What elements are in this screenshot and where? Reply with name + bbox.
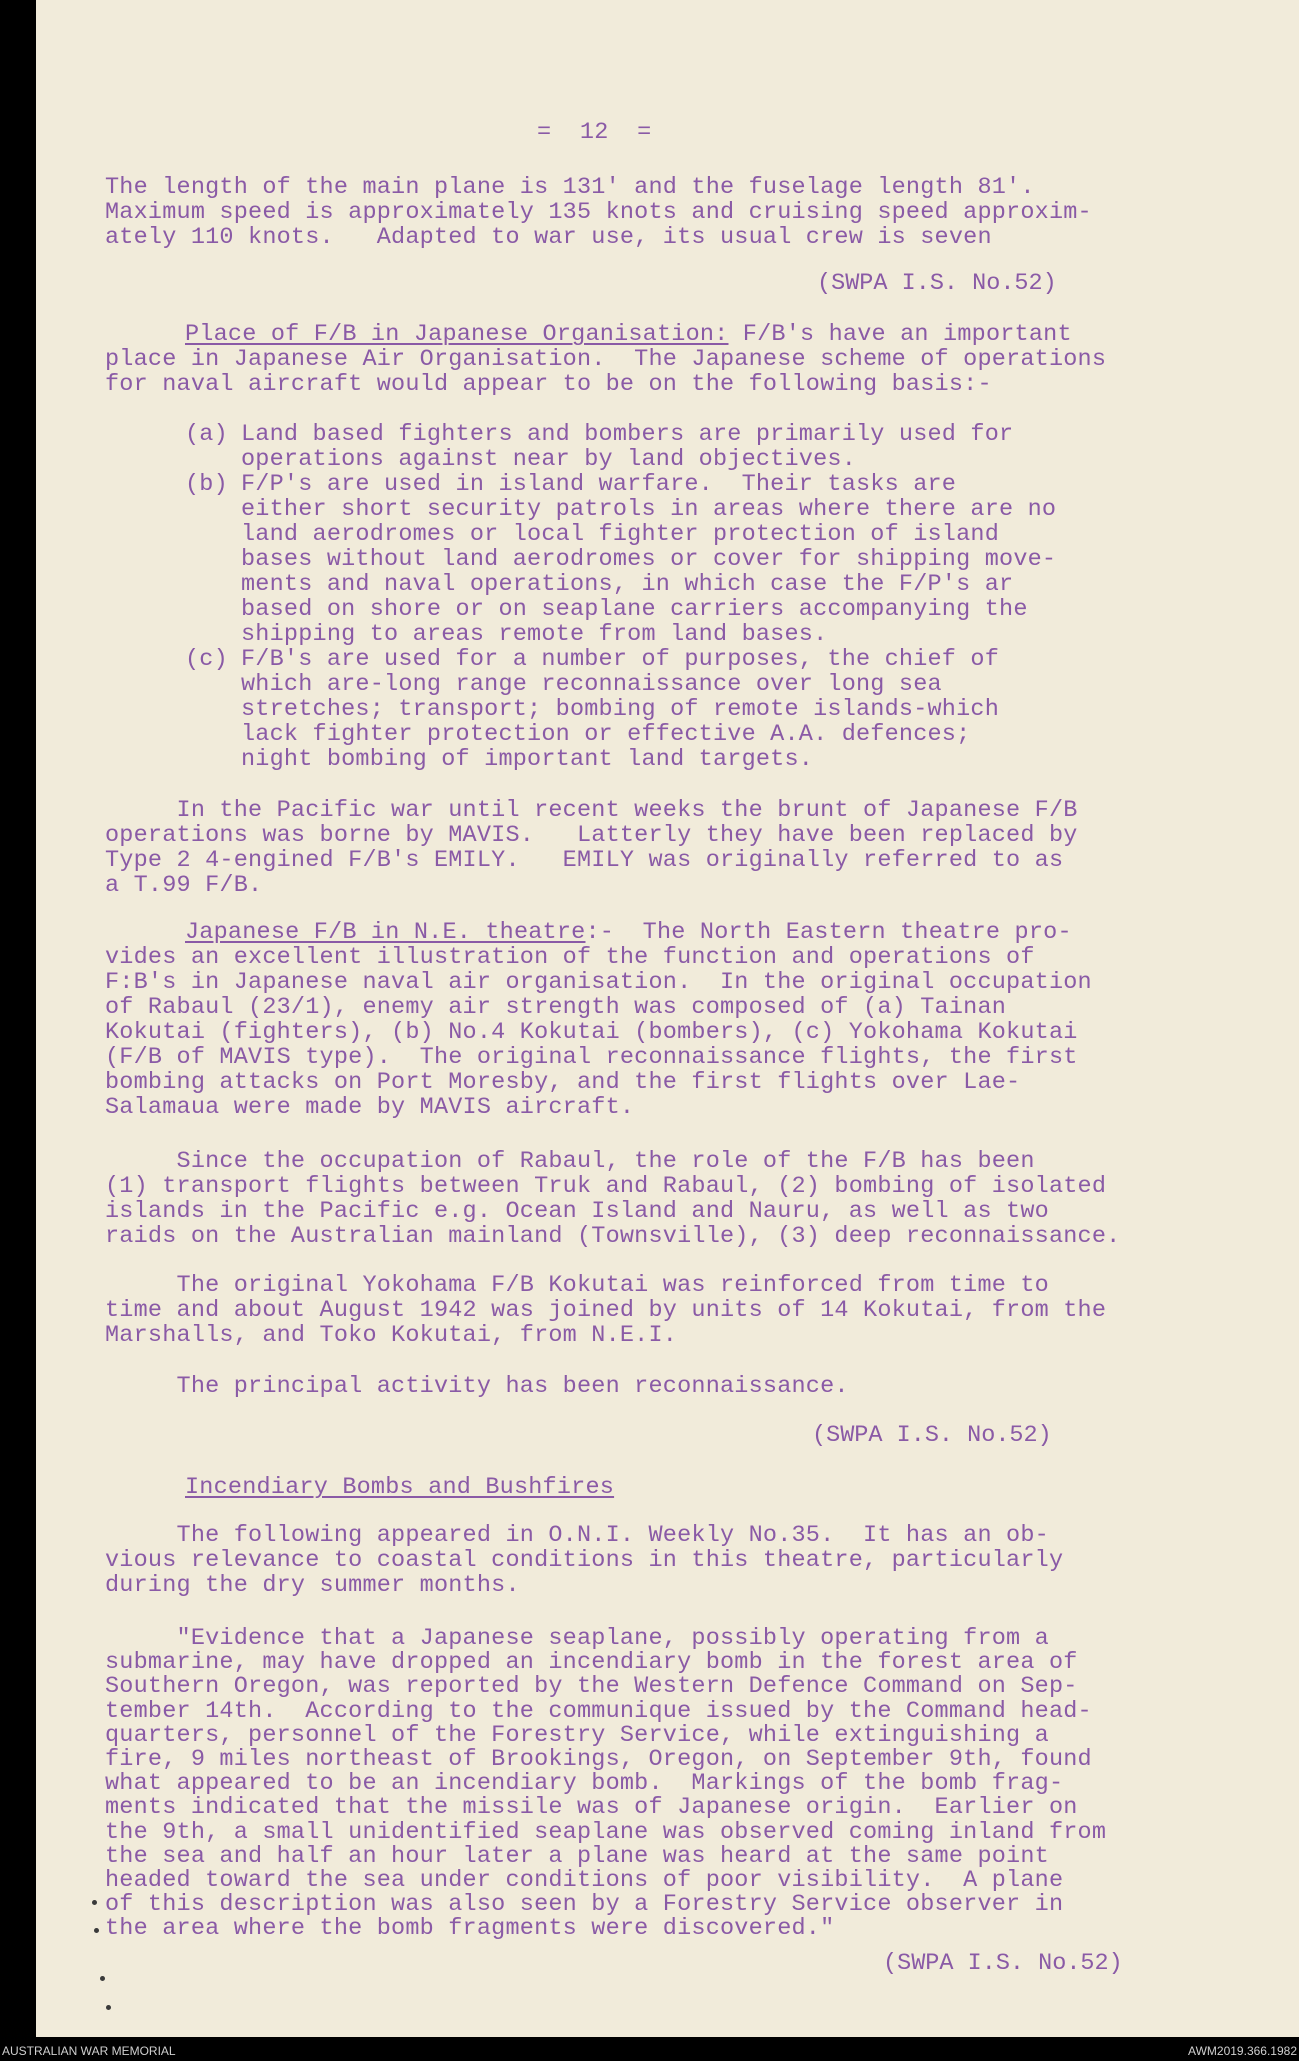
reference-note: (SWPA I.S. No.52) bbox=[883, 1950, 1123, 1977]
text-line: place in Japanese Air Organisation. The Japanese scheme of operations bbox=[105, 346, 1107, 373]
text-line: The length of the main plane is 131' and the fuselage length 81'. bbox=[105, 174, 1035, 201]
reference-note: (SWPA I.S. No.52) bbox=[812, 1422, 1052, 1449]
text-line: F:B's in Japanese naval air organisation. In the original occupation bbox=[105, 969, 1092, 996]
section-heading: Incendiary Bombs and Bushfires bbox=[185, 1474, 615, 1501]
text-line: In the Pacific war until recent weeks the brunt of Japanese F/B bbox=[105, 797, 1078, 824]
text-line: for naval aircraft would appear to be on the following basis:- bbox=[105, 371, 992, 398]
text-line: operations was borne by MAVIS. Latterly they have been replaced by bbox=[105, 822, 1078, 849]
page-number: = 12 = bbox=[537, 119, 652, 146]
text-line: what appeared to be an incendiary bomb. Markings of the bomb frag- bbox=[105, 1770, 1064, 1798]
list-item-line: night bombing of important land targets. bbox=[241, 746, 814, 773]
text-line: fire, 9 miles northeast of Brookings, Oregon, on September 9th, found bbox=[105, 1746, 1092, 1773]
list-item-line: which are-long range reconnaissance over long sea bbox=[241, 671, 942, 698]
punch-hole bbox=[100, 1976, 105, 1981]
list-item-line: stretches; transport; bombing of remote islands-which bbox=[241, 696, 1000, 723]
text-line: islands in the Pacific e.g. Ocean Island and Nauru, as well as two bbox=[105, 1198, 1049, 1225]
list-item-line: land aerodromes or local fighter protection of island bbox=[241, 521, 1000, 548]
list-item-line: lack fighter protection or effective A.A. defences; bbox=[241, 721, 971, 748]
text-line: tember 14th. According to the communique issued by the Command head- bbox=[105, 1697, 1092, 1725]
footer-accession: AWM2019.366.1982 bbox=[1188, 2044, 1297, 2058]
section-heading-line bbox=[185, 322, 1072, 347]
list-item-line: based on shore or on seaplane carriers accompanying the bbox=[241, 596, 1028, 623]
punch-hole bbox=[94, 1928, 99, 1933]
list-item-line: F/P's are used in island warfare. Their tasks are bbox=[241, 471, 957, 498]
text-line: (F/B of MAVIS type). The original reconnaissance flights, the first bbox=[105, 1044, 1078, 1071]
list-item-line: operations against near by land objectives. bbox=[241, 446, 856, 473]
text-line: "Evidence that a Japanese seaplane, possibly operating from a bbox=[105, 1625, 1049, 1652]
text-line: Kokutai (fighters), (b) No.4 Kokutai (bombers), (c) Yokohama Kokutai bbox=[105, 1019, 1078, 1046]
text-line: the 9th, a small unidentified seaplane was observed coming inland from bbox=[105, 1818, 1107, 1846]
heading-line-text: F/B's have an important bbox=[728, 321, 1072, 348]
text-line: Since the occupation of Rabaul, the role of the F/B has been bbox=[105, 1148, 1035, 1175]
section-heading: Place of F/B in Japanese Organisation: bbox=[185, 321, 729, 348]
list-item-line: shipping to areas remote from land bases. bbox=[241, 621, 828, 648]
punch-hole bbox=[106, 2005, 111, 2010]
text-line: raids on the Australian mainland (Townsville), (3) deep reconnaissance. bbox=[105, 1223, 1121, 1250]
text-line: ments indicated that the missile was of Japanese origin. Earlier on bbox=[105, 1794, 1078, 1822]
text-line: vious relevance to coastal conditions in this theatre, particularly bbox=[105, 1547, 1064, 1574]
principal-paragraph: The principal activity has been reconnaissance. bbox=[105, 1373, 849, 1400]
text-line: Maximum speed is approximately 135 knots and cruising speed approxim- bbox=[105, 199, 1092, 226]
text-line: a T.99 F/B. bbox=[105, 872, 263, 899]
text-line: Salamaua were made by MAVIS aircraft. bbox=[105, 1094, 635, 1121]
text-line: during the dry summer months. bbox=[105, 1572, 520, 1599]
list-marker: (a) bbox=[185, 421, 228, 448]
punch-hole bbox=[92, 1900, 97, 1905]
section-heading-line bbox=[185, 920, 1072, 945]
reference-note: (SWPA I.S. No.52) bbox=[817, 270, 1057, 297]
text-line: the area where the bomb fragments were discovered." bbox=[105, 1915, 835, 1943]
text-line: of Rabaul (23/1), enemy air strength was composed of (a) Tainan bbox=[105, 994, 1007, 1021]
list-item-line: Land based fighters and bombers are primarily used for bbox=[241, 421, 1014, 448]
list-marker: (b) bbox=[185, 471, 228, 498]
text-line: quarters, personnel of the Forestry Service, while extinguishing a bbox=[105, 1721, 1049, 1749]
section-heading: Japanese F/B in N.E. theatre bbox=[185, 919, 586, 946]
text-line: Marshalls, and Toko Kokutai, from N.E.I. bbox=[105, 1322, 678, 1349]
text-line: The following appeared in O.N.I. Weekly No.35. It has an ob- bbox=[105, 1522, 1049, 1549]
text-line: the sea and half an hour later a plane was heard at the same point bbox=[105, 1842, 1049, 1870]
text-line: of this description was also seen by a Forestry Service observer in bbox=[105, 1891, 1064, 1919]
footer-source: AUSTRALIAN WAR MEMORIAL bbox=[2, 2044, 176, 2058]
heading-line-text: :- The North Eastern theatre pro- bbox=[585, 919, 1072, 946]
text-line: Type 2 4-engined F/B's EMILY. EMILY was originally referred to as bbox=[105, 847, 1064, 874]
list-item-line: bases without land aerodromes or cover for shipping move- bbox=[241, 546, 1057, 573]
text-line: time and about August 1942 was joined by units of 14 Kokutai, from the bbox=[105, 1297, 1107, 1324]
list-item-line: F/B's are used for a number of purposes, the chief of bbox=[241, 646, 1000, 673]
text-line: vides an excellent illustration of the function and operations of bbox=[105, 944, 1035, 971]
list-item-line: ments and naval operations, in which case the F/P's ar bbox=[241, 571, 1014, 598]
text-line: headed toward the sea under conditions of poor visibility. A plane bbox=[105, 1867, 1064, 1894]
text-line: Southern Oregon, was reported by the Western Defence Command on Sep- bbox=[105, 1673, 1078, 1701]
text-line: (1) transport flights between Truk and Rabaul, (2) bombing of isolated bbox=[105, 1173, 1107, 1200]
list-marker: (c) bbox=[185, 646, 228, 673]
text-line: ately 110 knots. Adapted to war use, its usual crew is seven bbox=[105, 224, 992, 251]
text-line: The original Yokohama F/B Kokutai was reinforced from time to bbox=[105, 1272, 1049, 1299]
text-line: bombing attacks on Port Moresby, and the first flights over Lae- bbox=[105, 1069, 1021, 1096]
list-item-line: either short security patrols in areas where there are no bbox=[241, 496, 1057, 523]
text-line: submarine, may have dropped an incendiary bomb in the forest area of bbox=[105, 1649, 1078, 1677]
